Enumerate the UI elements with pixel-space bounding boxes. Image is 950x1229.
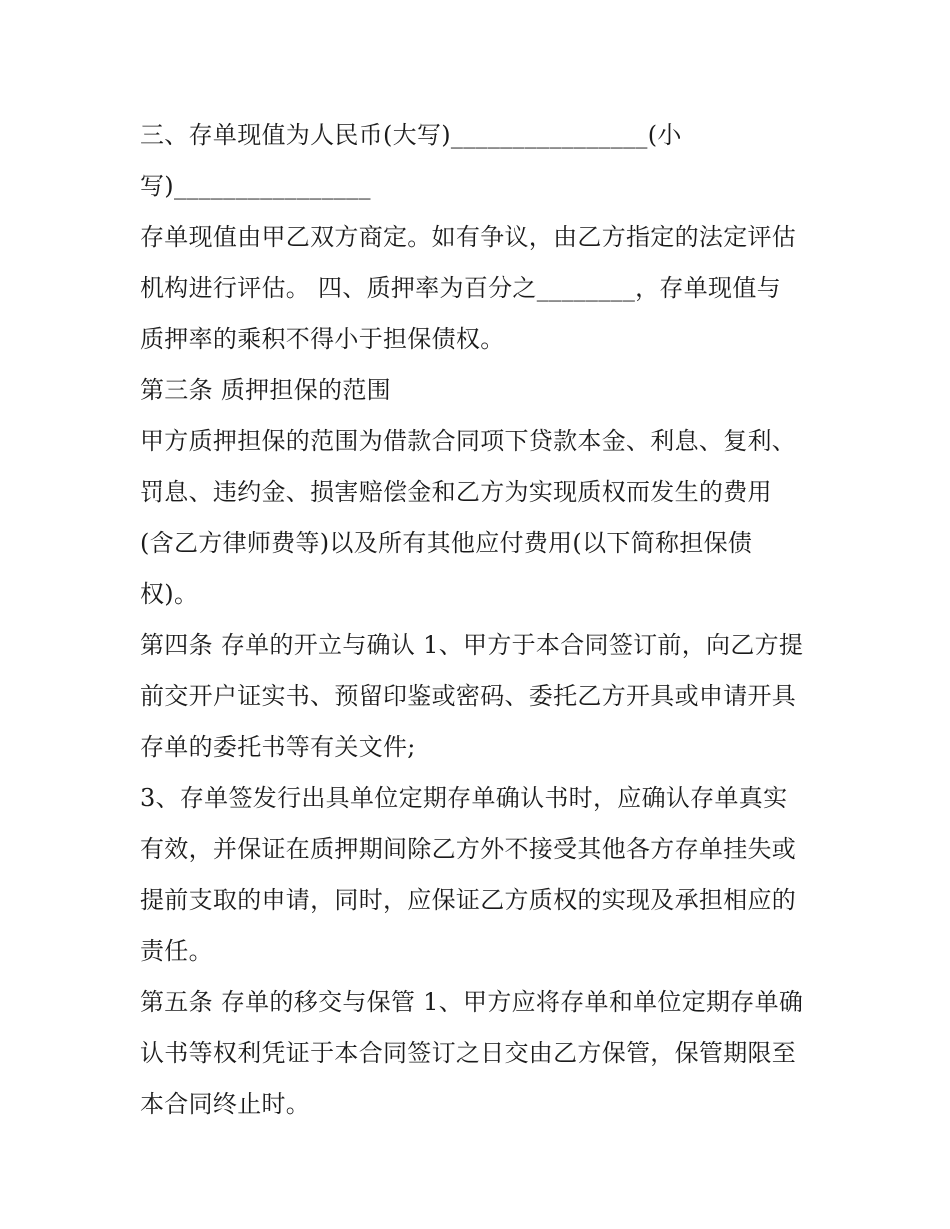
text-line-5: 质押率的乘积不得小于担保债权。 — [140, 325, 505, 353]
text-line-20: 本合同终止时。 — [140, 1090, 311, 1118]
text-line-17: 责任。 — [140, 937, 213, 965]
text-line-14: 3、存单签发行出具单位定期存单确认书时，应确认存单真实 — [140, 784, 788, 812]
text-line-13: 存单的委托书等有关文件; — [140, 733, 416, 761]
text-line-15: 有效，并保证在质押期间除乙方外不接受其他各方存单挂失或 — [140, 835, 797, 863]
text-line-8: 罚息、违约金、损害赔偿金和乙方为实现质权而发生的费用 — [140, 478, 772, 506]
text-line-19: 认书等权利凭证于本合同签订之日交由乙方保管，保管期限至 — [140, 1039, 797, 1067]
text-line-1: 三、存单现值为人民币(大写)________________(小 — [140, 121, 682, 149]
text-line-3: 存单现值由甲乙双方商定。如有争议，由乙方指定的法定评估 — [140, 223, 797, 251]
text-line-4: 机构进行评估。 四、质押率为百分之________，存单现值与 — [140, 274, 781, 302]
text-line-12: 前交开户证实书、预留印鉴或密码、委托乙方开具或申请开具 — [140, 682, 797, 710]
document-body — [140, 110, 820, 1130]
text-line-9: (含乙方律师费等)以及所有其他应付费用(以下简称担保债 — [140, 529, 753, 557]
text-line-2: 写)________________ — [140, 172, 371, 200]
section-heading-4: 第四条 存单的开立与确认 1、甲方于本合同签订前，向乙方提 — [140, 631, 804, 659]
text-line-10: 权)。 — [140, 580, 199, 608]
section-heading-3: 第三条 质押担保的范围 — [140, 376, 391, 404]
text-line-7: 甲方质押担保的范围为借款合同项下贷款本金、利息、复利、 — [140, 427, 797, 455]
text-line-16: 提前支取的申请，同时，应保证乙方质权的实现及承担相应的 — [140, 886, 797, 914]
section-heading-5: 第五条 存单的移交与保管 1、甲方应将存单和单位定期存单确 — [140, 988, 804, 1016]
